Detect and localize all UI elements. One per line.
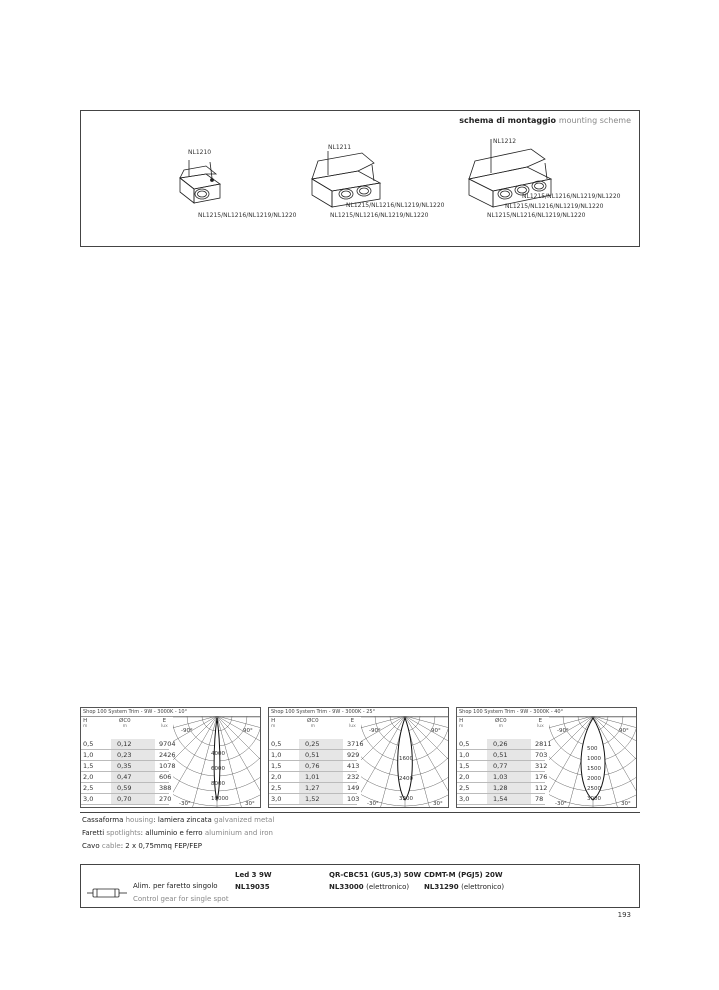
table-row: 2,0 1,03 176 <box>459 773 548 781</box>
unit-trim-code: NL1215/NL1216/NL1219/NL1220 <box>346 202 445 209</box>
table-row: 3,0 1,54 78 <box>459 795 544 803</box>
header-height: H m <box>271 718 276 729</box>
table-row: 1,0 0,51 929 <box>271 751 360 759</box>
angle-label-low-right: 30° <box>245 801 255 807</box>
gear-column-head: Led 3 9W <box>235 871 272 879</box>
gear-column-head: CDMT-M (PGJ5) 20W <box>424 871 503 879</box>
ring-value-label: 1000 <box>587 756 601 762</box>
single-housing-drawing <box>176 156 226 211</box>
header-height: H m <box>459 718 464 729</box>
table-row: 0,5 0,12 9704 <box>83 740 176 748</box>
ring-value-label: 6000 <box>211 766 225 772</box>
table-row: 3,0 0,70 270 <box>83 795 172 803</box>
table-row: 0,5 0,25 3716 <box>271 740 364 748</box>
gear-column-code: NL31290 (elettronico) <box>424 883 505 891</box>
unit-trim-code: NL1215/NL1216/NL1219/NL1220 <box>522 193 621 200</box>
header-diameter: ØC0 m <box>307 718 319 729</box>
photometry-panel-40deg <box>456 707 637 808</box>
mounting-scheme-title: schema di montaggio mounting scheme <box>459 116 631 125</box>
photometry-title: Shop 100 System Trim - 9W - 3000K - 25° <box>271 709 376 715</box>
polar-diagram <box>549 716 637 808</box>
ring-value-label: 2400 <box>399 776 413 782</box>
angle-label-left: -90° <box>557 728 569 734</box>
unit-trim-code: NL1215/NL1216/NL1219/NL1220 <box>330 212 429 219</box>
angle-label-low-left: -30° <box>555 801 567 807</box>
table-row: 1,5 0,76 413 <box>271 762 360 770</box>
header-diameter: ØC0 m <box>119 718 131 729</box>
ring-value-label: 1600 <box>399 756 413 762</box>
ring-value-label: 3200 <box>399 796 413 802</box>
polar-radial <box>173 716 217 808</box>
ring-value-label: 3000 <box>587 796 601 802</box>
angle-label-right: 90° <box>619 728 629 734</box>
ring-value-label: 10000 <box>211 796 229 802</box>
unit-trim-code: NL1215/NL1216/NL1219/NL1220 <box>198 212 297 219</box>
table-row: 1,5 0,77 312 <box>459 762 548 770</box>
ring-value-label: 8000 <box>211 781 225 787</box>
photometry-panel-25deg <box>268 707 449 808</box>
polar-diagram <box>361 716 449 808</box>
materials-section <box>80 812 640 859</box>
table-row: 1,0 0,51 703 <box>459 751 548 759</box>
table-row: 0,5 0,26 2811 <box>459 740 552 748</box>
photometry-title: Shop 100 System Trim - 9W - 3000K - 10° <box>83 709 188 715</box>
photometry-title: Shop 100 System Trim - 9W - 3000K - 40° <box>459 709 564 715</box>
table-row: 2,5 0,59 388 <box>83 784 172 792</box>
polar-diagram <box>173 716 261 808</box>
header-illuminance: E lux <box>537 718 544 729</box>
control-gear-panel <box>80 864 640 908</box>
beam-lobe <box>214 718 220 800</box>
table-row: 1,5 0,35 1078 <box>83 762 176 770</box>
table-row: 2,0 1,01 232 <box>271 773 360 781</box>
angle-label-right: 90° <box>243 728 253 734</box>
table-row: 2,0 0,47 606 <box>83 773 172 781</box>
header-illuminance: E lux <box>349 718 356 729</box>
page-number: 193 <box>617 911 631 919</box>
gear-label-en: Control gear for single spot <box>133 895 229 903</box>
angle-label-left: -90° <box>181 728 193 734</box>
polar-radial <box>217 716 261 808</box>
unit-code-nl1211: NL1211 <box>328 144 352 151</box>
ring-value-label: 2500 <box>587 786 601 792</box>
gear-column-code: NL19035 <box>235 883 270 891</box>
gear-column-code: NL33000 (elettronico) <box>329 883 410 891</box>
ring-value-label: 500 <box>587 746 598 752</box>
gear-column-head: QR-CBC51 (GU5,3) 50W <box>329 871 422 879</box>
header-illuminance: E lux <box>161 718 168 729</box>
table-row: 1,0 0,23 2426 <box>83 751 176 759</box>
mounting-scheme-panel <box>80 110 640 247</box>
angle-label-left: -90° <box>369 728 381 734</box>
unit-trim-code: NL1215/NL1216/NL1219/NL1220 <box>487 212 586 219</box>
angle-label-low-right: 30° <box>621 801 631 807</box>
ring-value-label: 2000 <box>587 776 601 782</box>
table-row: 2,5 1,28 112 <box>459 784 548 792</box>
header-height: H m <box>83 718 88 729</box>
ring-value-label: 1500 <box>587 766 601 772</box>
control-gear-icon <box>87 886 127 900</box>
table-row: 2,5 1,27 149 <box>271 784 360 792</box>
unit-code-nl1212: NL1212 <box>493 138 517 145</box>
table-row: 3,0 1,52 103 <box>271 795 360 803</box>
ring-value-label: 4000 <box>211 751 225 757</box>
photometry-panel-10deg <box>80 707 261 808</box>
gear-label: Alim. per faretto singolo <box>133 882 218 890</box>
angle-label-low-left: -30° <box>367 801 379 807</box>
angle-label-low-left: -30° <box>179 801 191 807</box>
unit-trim-code: NL1215/NL1216/NL1219/NL1220 <box>505 203 604 210</box>
material-cable: Cavo cable: 2 x 0,75mmq FEP/FEP <box>82 842 202 850</box>
material-spotlights: Faretti spotlights: alluminio e ferro aluminium and iron <box>82 829 273 837</box>
unit-code-nl1210: NL1210 <box>188 149 212 156</box>
angle-label-right: 90° <box>431 728 441 734</box>
material-housing: Cassaforma housing: lamiera zincata galvanized metal <box>82 816 275 824</box>
angle-label-low-right: 30° <box>433 801 443 807</box>
header-diameter: ØC0 m <box>495 718 507 729</box>
